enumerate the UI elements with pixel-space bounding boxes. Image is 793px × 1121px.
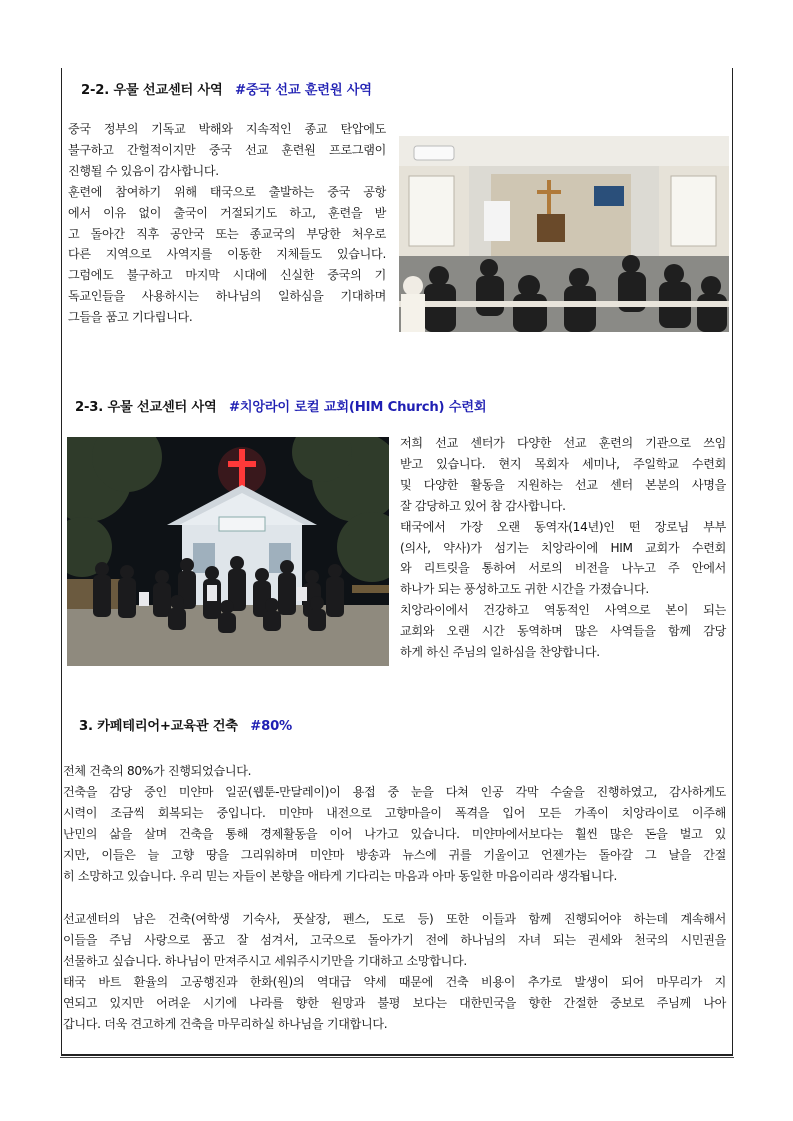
body-line: 받고 있습니다. 현지 목회자 세미나, 주일학교 수련회 xyxy=(400,456,726,471)
section-tag: #80% xyxy=(250,719,293,734)
body-line: 에서 이유 없이 출국이 거절되기도 하고, 훈련을 받 xyxy=(68,205,386,220)
section-2-3-heading xyxy=(75,396,486,415)
body-line: 하나가 되는 풍성하고도 귀한 시간을 가졌습니다. xyxy=(400,582,649,597)
body-line: 고 돌아간 직후 공안국 또는 종교국의 부당한 처우로 xyxy=(68,226,386,241)
section-2-2-body xyxy=(68,119,386,328)
section-2-3-body xyxy=(400,433,726,663)
body-line: 태국에서 가장 오랜 동역자(14년)인 떤 장로님 부부 xyxy=(400,519,726,534)
body-line: 교회와 오랜 시간 동역하며 많은 사역들을 함께 감당 xyxy=(400,624,726,639)
body-line: 선교센터의 남은 건축(여학생 기숙사, 풋살장, 펜스, 도로 등) 또한 이들과 함께 진행되어야 하는데 계속해서 xyxy=(63,912,726,926)
body-line: 중국 정부의 기독교 박해와 지속적인 종교 탄압에도 xyxy=(68,122,386,136)
body-line: 훈련에 참여하기 위해 태국으로 출발하는 중국 공항 xyxy=(68,184,386,199)
body-line: 그럼에도 불구하고 마지막 시대에 신실한 중국의 기 xyxy=(68,268,386,283)
body-line: 다른 지역으로 사역지를 이동한 지체들도 있습니다. xyxy=(68,247,386,262)
body-line: 독교인들을 사용하시는 하나님의 일하심을 기대하며 xyxy=(68,289,386,304)
body-line: 히 소망하고 있습니다. 우리 믿는 자들이 본향을 애타게 기다리는 마음과 아마 동일한 마음이리라 생각됩니다. xyxy=(63,868,617,883)
body-line: 잘 감당하고 있어 참 감사합니다. xyxy=(400,498,566,513)
body-line: 전체 건축의 80%가 진행되었습니다. xyxy=(63,764,252,778)
body-line: 그들을 품고 기다립니다. xyxy=(68,310,193,325)
section-tag: #치앙라이 로컬 교회(HIM Church) 수련회 xyxy=(228,400,487,415)
body-line: 이들을 주님 사랑으로 품고 잘 섬겨서, 고국으로 돌아가기 전에 하나님의 자녀 되는 권세와 천국의 시민권을 xyxy=(63,932,726,947)
section-3-para-3 xyxy=(63,909,726,1034)
body-line: 불구하고 간헐적이지만 중국 선교 훈련원 프로그램이 xyxy=(68,142,386,157)
section-title: 우물 선교센터 사역 xyxy=(113,83,223,98)
body-line: 갑니다. 더욱 견고하게 건축을 마무리하실 하나님을 기대합니다. xyxy=(63,1016,388,1031)
section-title: 카페테리어+교육관 건축 xyxy=(97,719,238,734)
section-title: 우물 선교센터 사역 xyxy=(107,400,217,415)
section-3-para-2 xyxy=(63,782,726,887)
body-line: 하게 하신 주님의 일하심을 찬양합니다. xyxy=(400,645,600,660)
training-room-photo xyxy=(399,136,729,332)
body-line: 태국 바트 환율의 고공행진과 한화(원)의 역대급 약세 때문에 건축 비용이 추가로 발생이 되어 마무리가 지 xyxy=(63,974,726,989)
section-2-2-heading xyxy=(81,79,372,98)
body-line: 건축을 감당 중인 미얀마 일꾼(웹툰-만달레이)이 용접 중 눈을 다쳐 인공 각막 수술을 진행하였고, 감사하게도 xyxy=(63,785,726,799)
section-3-heading xyxy=(79,715,292,734)
section-tag: #중국 선교 훈련원 사역 xyxy=(234,83,372,98)
body-line: (의사, 약사)가 섬기는 치앙라이에 HIM 교회가 수련회 xyxy=(400,540,726,555)
body-line: 시력이 조금씩 회복되는 중입니다. 미얀마 내전으로 고향마을이 폭격을 입어 모든 가족이 치앙라이로 이주해 xyxy=(63,805,726,820)
body-line: 진행될 수 있음이 감사합니다. xyxy=(68,163,219,178)
body-line: 저희 선교 센터가 다양한 선교 훈련의 기관으로 쓰임 xyxy=(400,436,726,450)
body-line: 치앙라이에서 건강하고 역동적인 사역으로 본이 되는 xyxy=(400,603,726,618)
body-line: 연되고 있지만 어려운 시기에 나라를 향한 원망과 불평 보다는 대한민국을 향한 간절한 중보로 주님께 나아 xyxy=(63,995,726,1010)
body-line: 난민의 삶을 살며 건축을 통해 경제활동을 이어 나가고 있습니다. 미얀마에서보다는 훨씬 많은 돈을 벌고 있 xyxy=(63,826,726,841)
body-line: 및 다양한 활동을 지원하는 선교 센터 본분의 사명을 xyxy=(400,477,726,492)
church-group-photo xyxy=(67,437,389,666)
section-number: 3. xyxy=(79,719,93,734)
body-line: 와 리트릿을 통하여 서로의 비전을 나누고 주 안에서 xyxy=(400,561,726,576)
section-number: 2-3. xyxy=(75,400,104,415)
body-line: 선물하고 싶습니다. 하나님이 만져주시고 세워주시기만을 기대하고 소망합니다. xyxy=(63,953,467,968)
section-3-para-1 xyxy=(63,761,726,782)
section-number: 2-2. xyxy=(81,83,110,98)
body-line: 지만, 이들은 늘 고향 땅을 그리워하며 미얀마 방송과 뉴스에 귀를 기울이고 언젠가는 돌아갈 그 날을 간절 xyxy=(63,847,726,862)
